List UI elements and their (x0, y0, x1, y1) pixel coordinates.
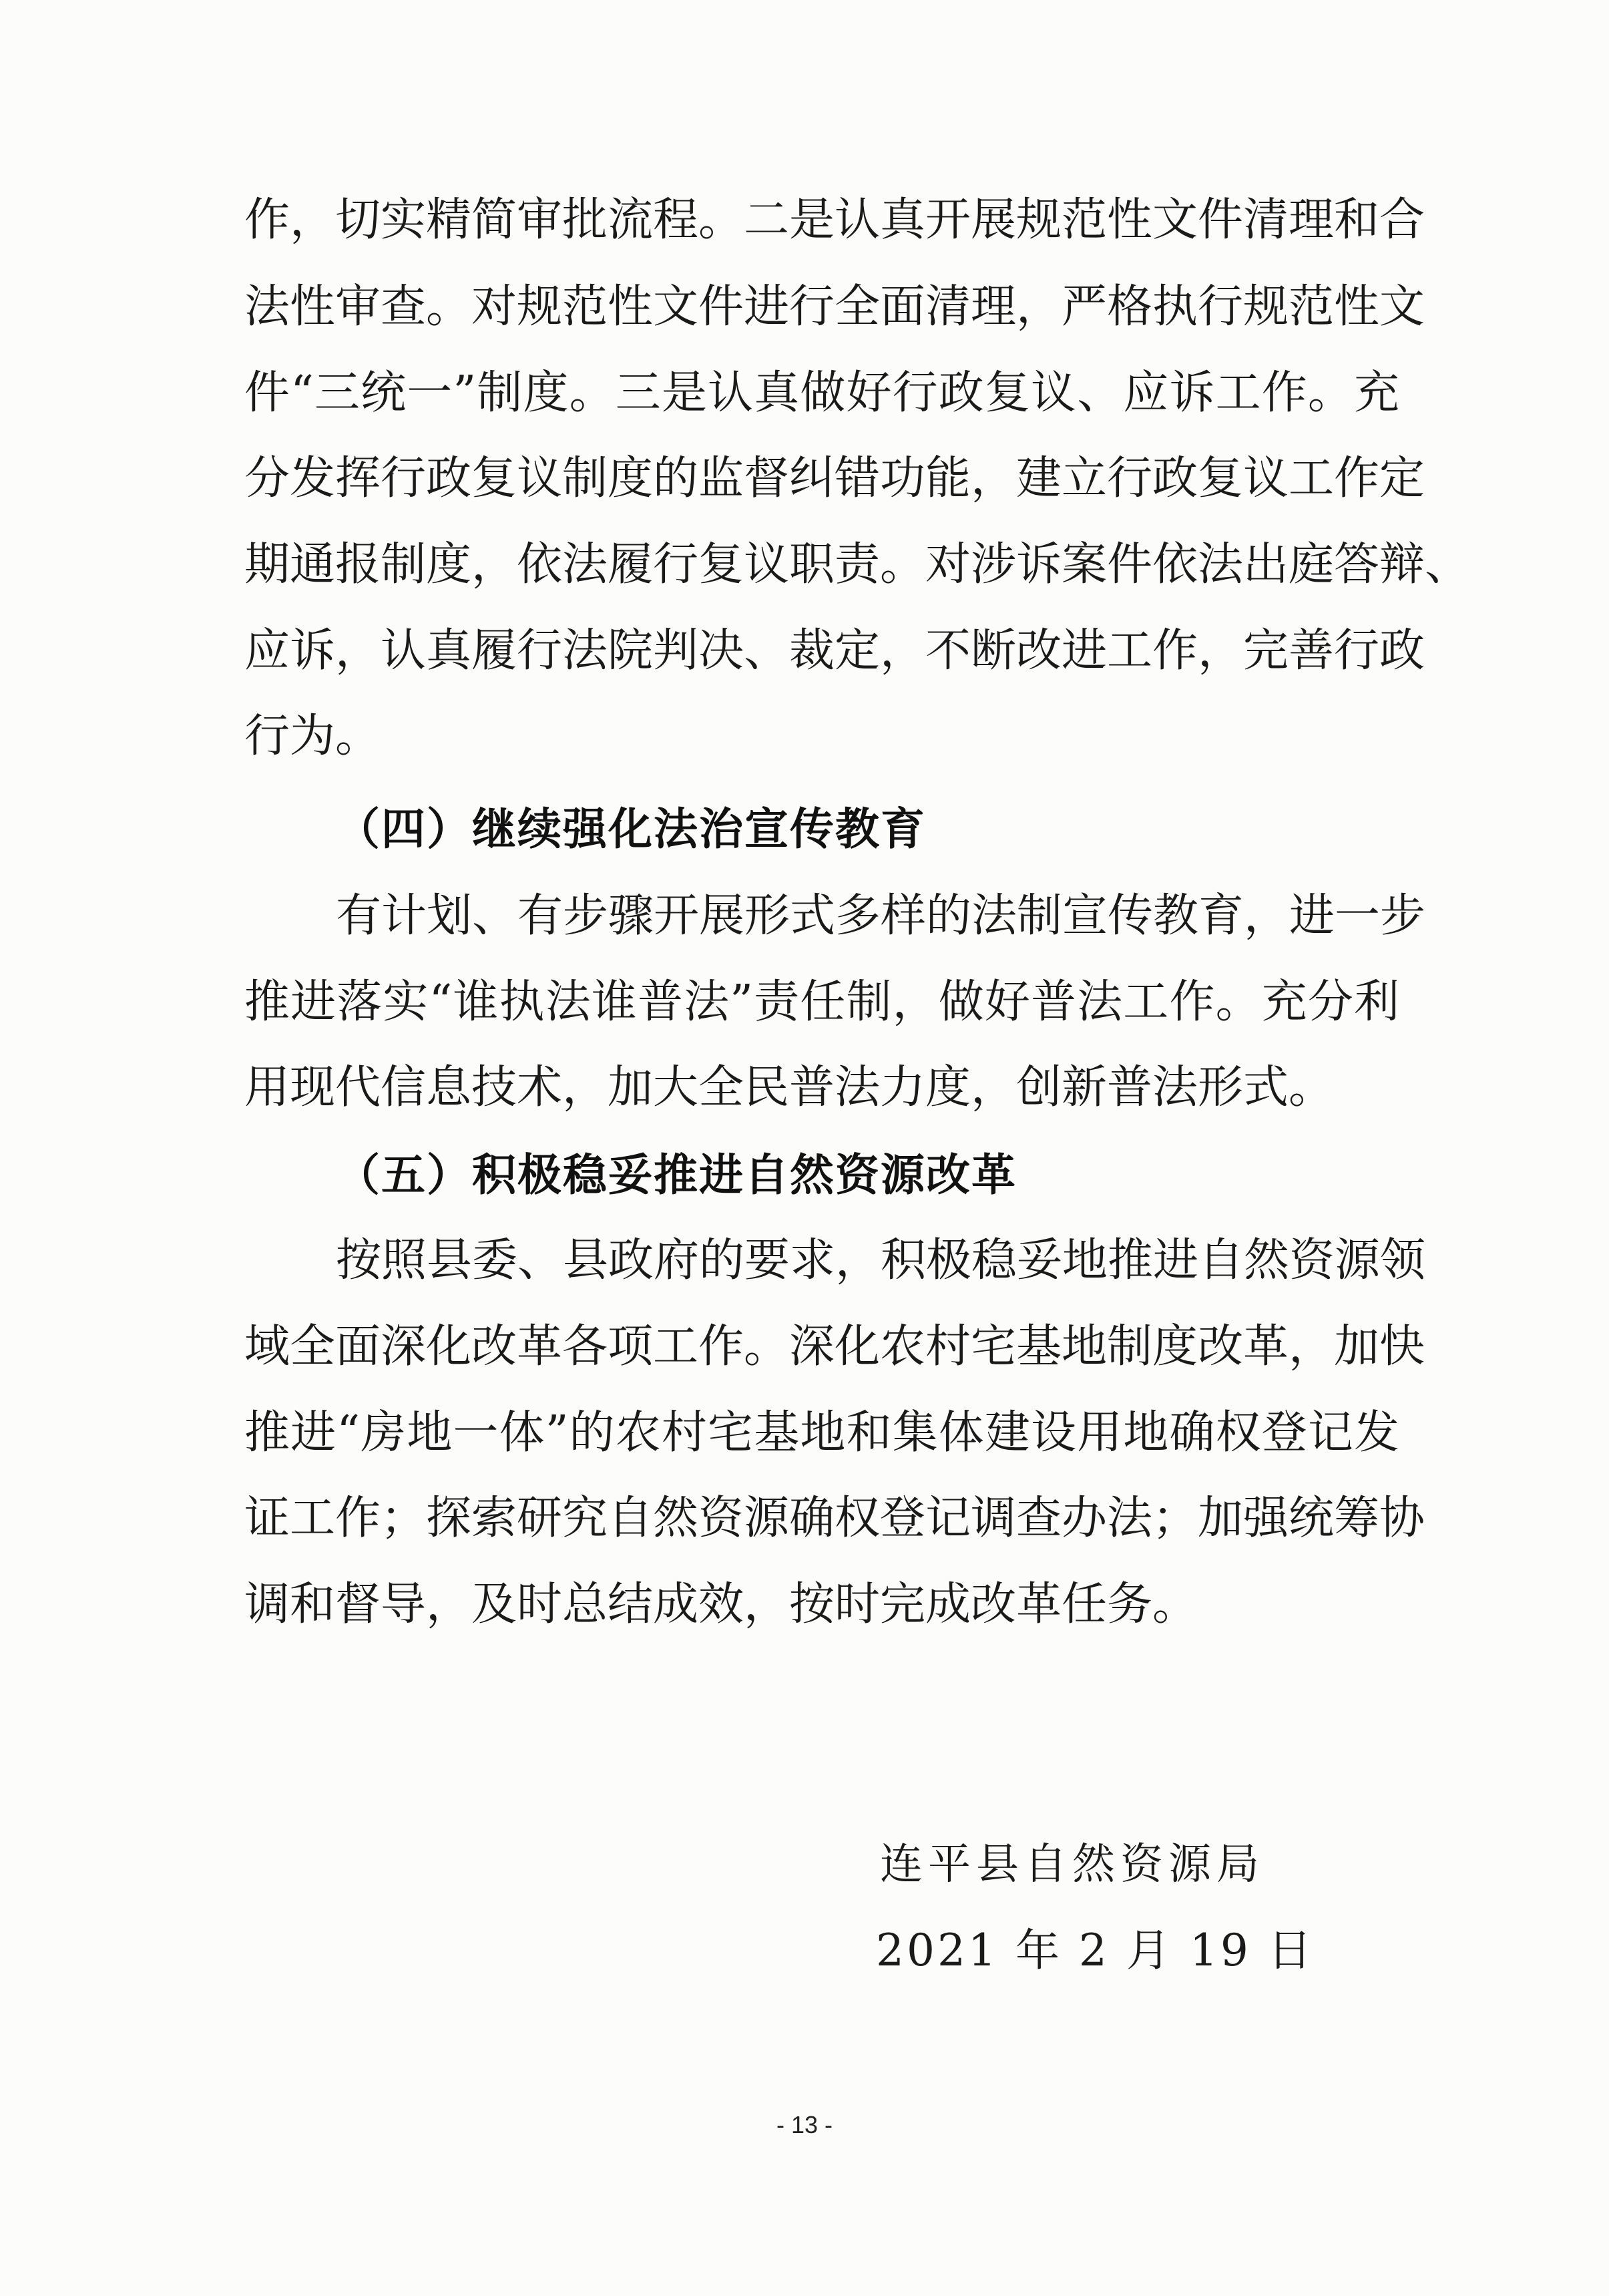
text-line: 件“三统一”制度。三是认真做好行政复议、应诉工作。充 (244, 367, 1399, 419)
signature-date: 2021 年 2 月 19 日 (876, 1925, 1315, 1976)
section-heading-4: （四）继续强化法治宣传教育 (336, 803, 926, 855)
text-line: 行为。 (244, 710, 381, 763)
text-line: 域全面深化改革各项工作。深化农村宅基地制度改革，加快 (244, 1320, 1425, 1373)
text-line: 调和督导，及时总结成效，按时完成改革任务。 (244, 1578, 1198, 1631)
text-line: 作，切实精简审批流程。二是认真开展规范性文件清理和合 (244, 194, 1425, 246)
text-line: 用现代信息技术，加大全民普法力度，创新普法形式。 (244, 1061, 1335, 1114)
text-line: 应诉，认真履行法院判决、裁定，不断改进工作，完善行政 (244, 624, 1425, 677)
text-line: 有计划、有步骤开展形式多样的法制宣传教育，进一步 (336, 890, 1426, 942)
text-line: 证工作；探索研究自然资源确权登记调查办法；加强统筹协 (244, 1492, 1425, 1545)
signature-organization: 连平县自然资源局 (880, 1840, 1265, 1889)
text-line: 推进落实“谁执法谁普法”责任制，做好普法工作。充分利 (244, 976, 1399, 1028)
text-line: 分发挥行政复议制度的监督纠错功能，建立行政复议工作定 (244, 452, 1425, 505)
page-number: - 13 - (776, 2111, 833, 2138)
text-line: 按照县委、县政府的要求，积极稳妥地推进自然资源领 (336, 1234, 1426, 1287)
text-line: 法性审查。对规范性文件进行全面清理，严格执行规范性文 (244, 280, 1425, 333)
section-heading-5: （五）积极稳妥推进自然资源改革 (336, 1149, 1017, 1201)
text-line: 推进“房地一体”的农村宅基地和集体建设用地确权登记发 (244, 1406, 1399, 1459)
text-line: 期通报制度，依法履行复议职责。对涉诉案件依法出庭答辩、 (244, 538, 1471, 591)
